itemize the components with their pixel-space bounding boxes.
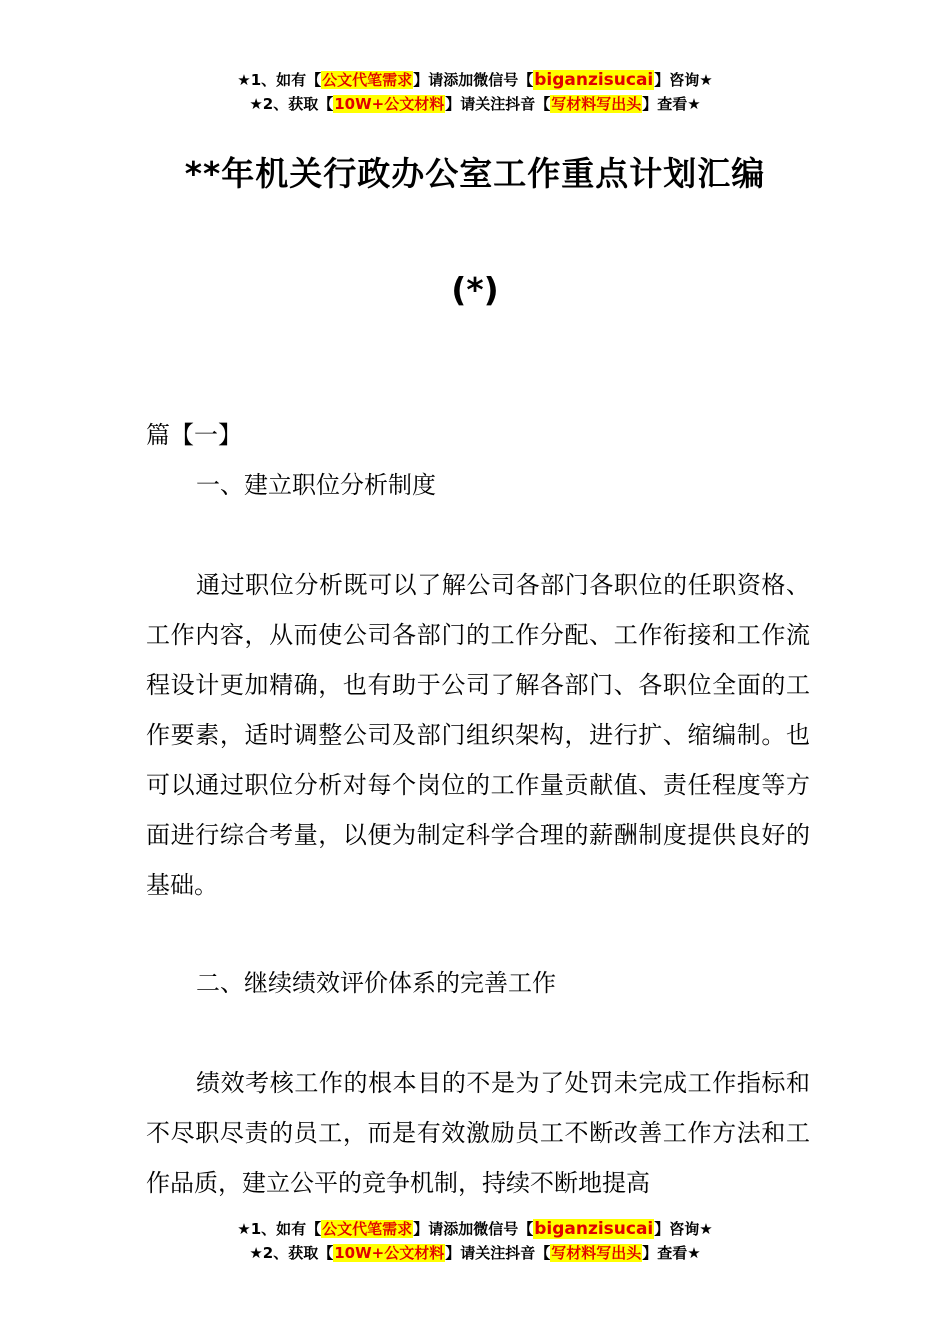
promo-notice-bottom xyxy=(0,1217,950,1265)
paragraph-1: 通过职位分析既可以了解公司各部门各职位的任职资格、工作内容，从而使公司各部门的工作分配、工作衔接和工作流程设计更加精确，也有助于公司了解各部门、各职位全面的工作要素，适时调整公司及部门组织架构，进行扩、缩编制。也可以通过职位分析对每个岗位的工作量贡献值、责任程度等方面进行综合考量，以便为制定科学合理的薪酬制度提供良好的基础。 xyxy=(146,571,810,899)
promo-line-2: ★2、获取【10W+公文材料】请关注抖音【写材料写出头】查看★ xyxy=(249,95,701,113)
promo-line-1: ★1、如有【公文代笔需求】请添加微信号【biganzisucai】咨询★ xyxy=(237,1219,713,1239)
document-subtitle: (*) xyxy=(451,270,499,309)
promo-line-1: ★1、如有【公文代笔需求】请添加微信号【biganzisucai】咨询★ xyxy=(237,70,713,90)
section-label: 篇【一】 xyxy=(146,421,242,449)
promo-notice-top xyxy=(0,68,950,116)
document-title: **年机关行政办公室工作重点计划汇编 xyxy=(184,154,766,193)
section-heading-1: 一、建立职位分析制度 xyxy=(196,471,436,499)
paragraph-2: 绩效考核工作的根本目的不是为了处罚未完成工作指标和不尽职尽责的员工，而是有效激励员工不断改善工作方法和工作品质，建立公平的竞争机制，持续不断地提高 xyxy=(146,1069,810,1197)
promo-line-2: ★2、获取【10W+公文材料】请关注抖音【写材料写出头】查看★ xyxy=(249,1244,701,1262)
section-heading-2: 二、继续绩效评价体系的完善工作 xyxy=(196,969,556,997)
